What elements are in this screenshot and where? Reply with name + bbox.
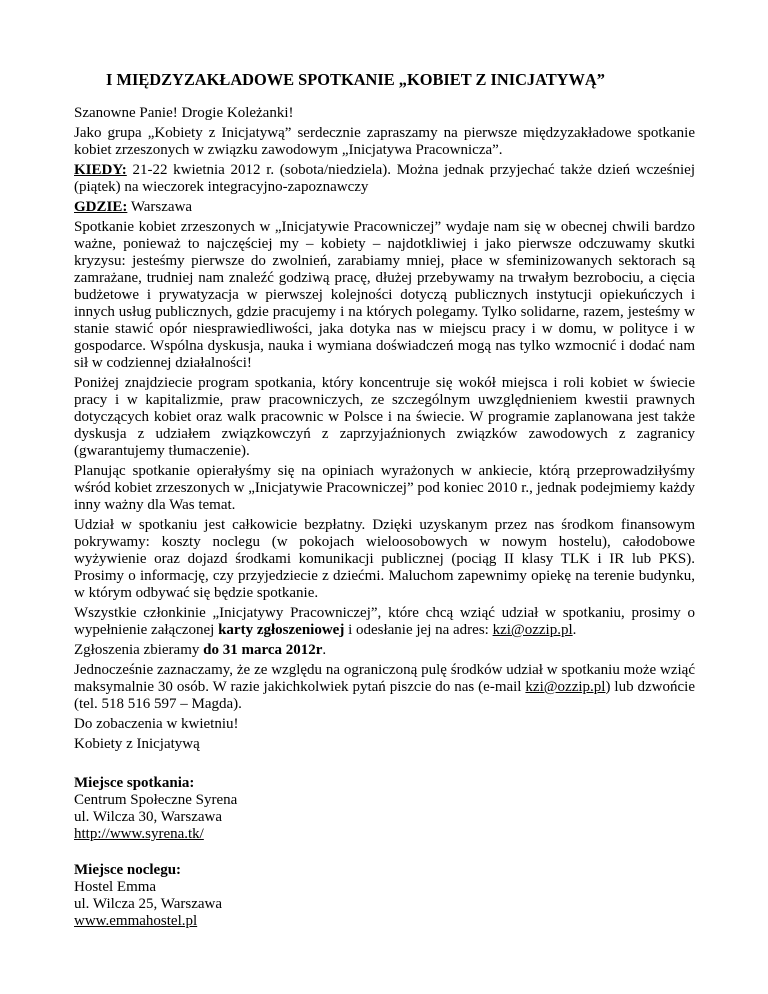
closing-line: Do zobaczenia w kwietniu! xyxy=(74,716,239,732)
lodging-url-link[interactable]: www.emmahostel.pl xyxy=(74,913,198,929)
document-page xyxy=(74,70,695,930)
lodging-address: ul. Wilcza 25, Warszawa xyxy=(74,896,222,912)
where-paragraph xyxy=(74,199,695,216)
importance-paragraph: Spotkanie kobiet zrzeszonych w „Inicjatywie Pracowniczej” wydaje nam się w obecnej chwili bardzo ważne, ponieważ to najczęściej my – kobiety – najdotkliwiej i jako pierwsze odczuwamy skutki kryzysu: jesteśmy pierwsze do zwolnień, zarabiamy mniej, płace w sfeminizowanych sektorach są zamrażane, trudniej nam znaleźć godziwą pracę, dłużej przebywamy na trwałym bezrobociu, a cięcia budżetowe i prywatyzacja w pierwszej kolejności dotyczą publicznych instytucji opiekuńczych i innych usług publicznych, gdzie pracujemy i na których polegamy. Tylko solidarne, razem, jesteśmy w stanie stawić opór niesprawiedliwości, jaka dotyka nas w miejscu pracy i w domu, w polityce i w gospodarce. Wspólna dyskusja, nauka i wymiana doświadczeń mogą nas tylko wzmocnić i dodać nam sił w codziennej działalności! xyxy=(74,219,695,371)
lodging-name: Hostel Emma xyxy=(74,879,157,895)
deadline-paragraph xyxy=(74,642,695,659)
lodging-heading: Miejsce noclegu: xyxy=(74,862,182,878)
program-paragraph: Poniżej znajdziecie program spotkania, który koncentruje się wokół miejsca i roli kobiet w świecie pracy i w kapitalizmie, praw pracowniczych, ze szczególnym uwzględnieniem kwestii prawnych dotyczących kobiet oraz walk pracownic w Polsce i na świecie. W programie zaplanowana jest także dyskusja z udziałem związkowczyń z zaprzyjaźnionych związków zawodowych z zagranicy (gwarantujemy tłumaczenie). xyxy=(74,375,695,459)
lodging-block xyxy=(74,862,695,930)
limit-text-before: Jednocześnie zaznaczamy, że ze względu na ograniczoną pulę środków udział w spotkaniu może wziąć maksymalnie 30 osób. W razie jakichkolwiek pytań piszcie do nas (e-mail xyxy=(74,662,695,695)
where-label: GDZIE: xyxy=(74,199,128,215)
registration-paragraph xyxy=(74,605,695,639)
limit-text-after: ) lub dzwońcie (tel. 518 516 597 – Magda). xyxy=(74,679,695,712)
venue-heading: Miejsce spotkania: xyxy=(74,775,195,791)
limit-paragraph xyxy=(74,662,695,713)
signature-line: Kobiety z Inicjatywą xyxy=(74,736,200,752)
intro-paragraph: Jako grupa „Kobiety z Inicjatywą” serdecznie zapraszamy na pierwsze międzyzakładowe spotkanie kobiet zrzeszonych w związku zawodowym „Inicjatywa Pracownicza”. xyxy=(74,125,695,158)
when-paragraph xyxy=(74,162,695,196)
registration-email-link[interactable]: kzi@ozzip.pl xyxy=(492,622,573,638)
when-text: 21-22 kwietnia 2012 r. (sobota/niedziela). Można jednak przyjechać także dzień wcześniej (piątek) na wieczorek integracyjno-zapoznawczy xyxy=(74,162,695,195)
survey-paragraph: Planując spotkanie opierałyśmy się na opiniach wyrażonych w ankiecie, którą przeprowadziłyśmy wśród kobiet zrzeszonych w „Inicjatywie Pracowniczej” pod koniec 2010 r., jednak podejmiemy każdy inny ważny dla Was temat. xyxy=(74,463,695,513)
venue-block xyxy=(74,775,695,843)
registration-text-middle: i odesłanie jej na adres: xyxy=(344,622,493,638)
where-text: Warszawa xyxy=(127,199,193,215)
deadline-text-before: Zgłoszenia zbieramy xyxy=(74,642,204,658)
venue-url-link[interactable]: http://www.syrena.tk/ xyxy=(74,826,204,842)
deadline-date: do 31 marca 2012r xyxy=(203,642,323,658)
venue-name: Centrum Społeczne Syrena xyxy=(74,792,238,808)
spacer xyxy=(74,756,695,775)
spacer xyxy=(74,843,695,862)
deadline-text-after: . xyxy=(322,642,327,658)
registration-text-before: Wszystkie członkinie „Inicjatywy Pracowniczej”, które chcą wziąć udział w spotkaniu, prosimy o wypełnienie załączonej xyxy=(74,605,695,638)
document-title: I MIĘDZYZAKŁADOWE SPOTKANIE „KOBIET Z INICJATYWĄ” xyxy=(106,70,605,89)
when-label: KIEDY: xyxy=(74,162,127,178)
contact-email-link[interactable]: kzi@ozzip.pl xyxy=(525,679,606,695)
registration-text-after: . xyxy=(572,622,577,638)
greeting: Szanowne Panie! Drogie Koleżanki! xyxy=(74,105,294,121)
venue-address: ul. Wilcza 30, Warszawa xyxy=(74,809,222,825)
registration-form-name: karty zgłoszeniowej xyxy=(218,622,345,638)
free-participation-paragraph: Udział w spotkaniu jest całkowicie bezpłatny. Dzięki uzyskanym przez nas środkom finansowym pokrywamy: koszty noclegu (w pokojach wieloosobowych w nowym hostelu), całodobowe wyżywienie oraz dojazd środkami komunikacji publicznej (pociąg II klasy TLK i IR lub PKS). Prosimy o informację, czy przyjedziecie z dziećmi. Maluchom zapewnimy opiekę na terenie budynku, w którym odbywać się będzie spotkanie. xyxy=(74,517,695,601)
